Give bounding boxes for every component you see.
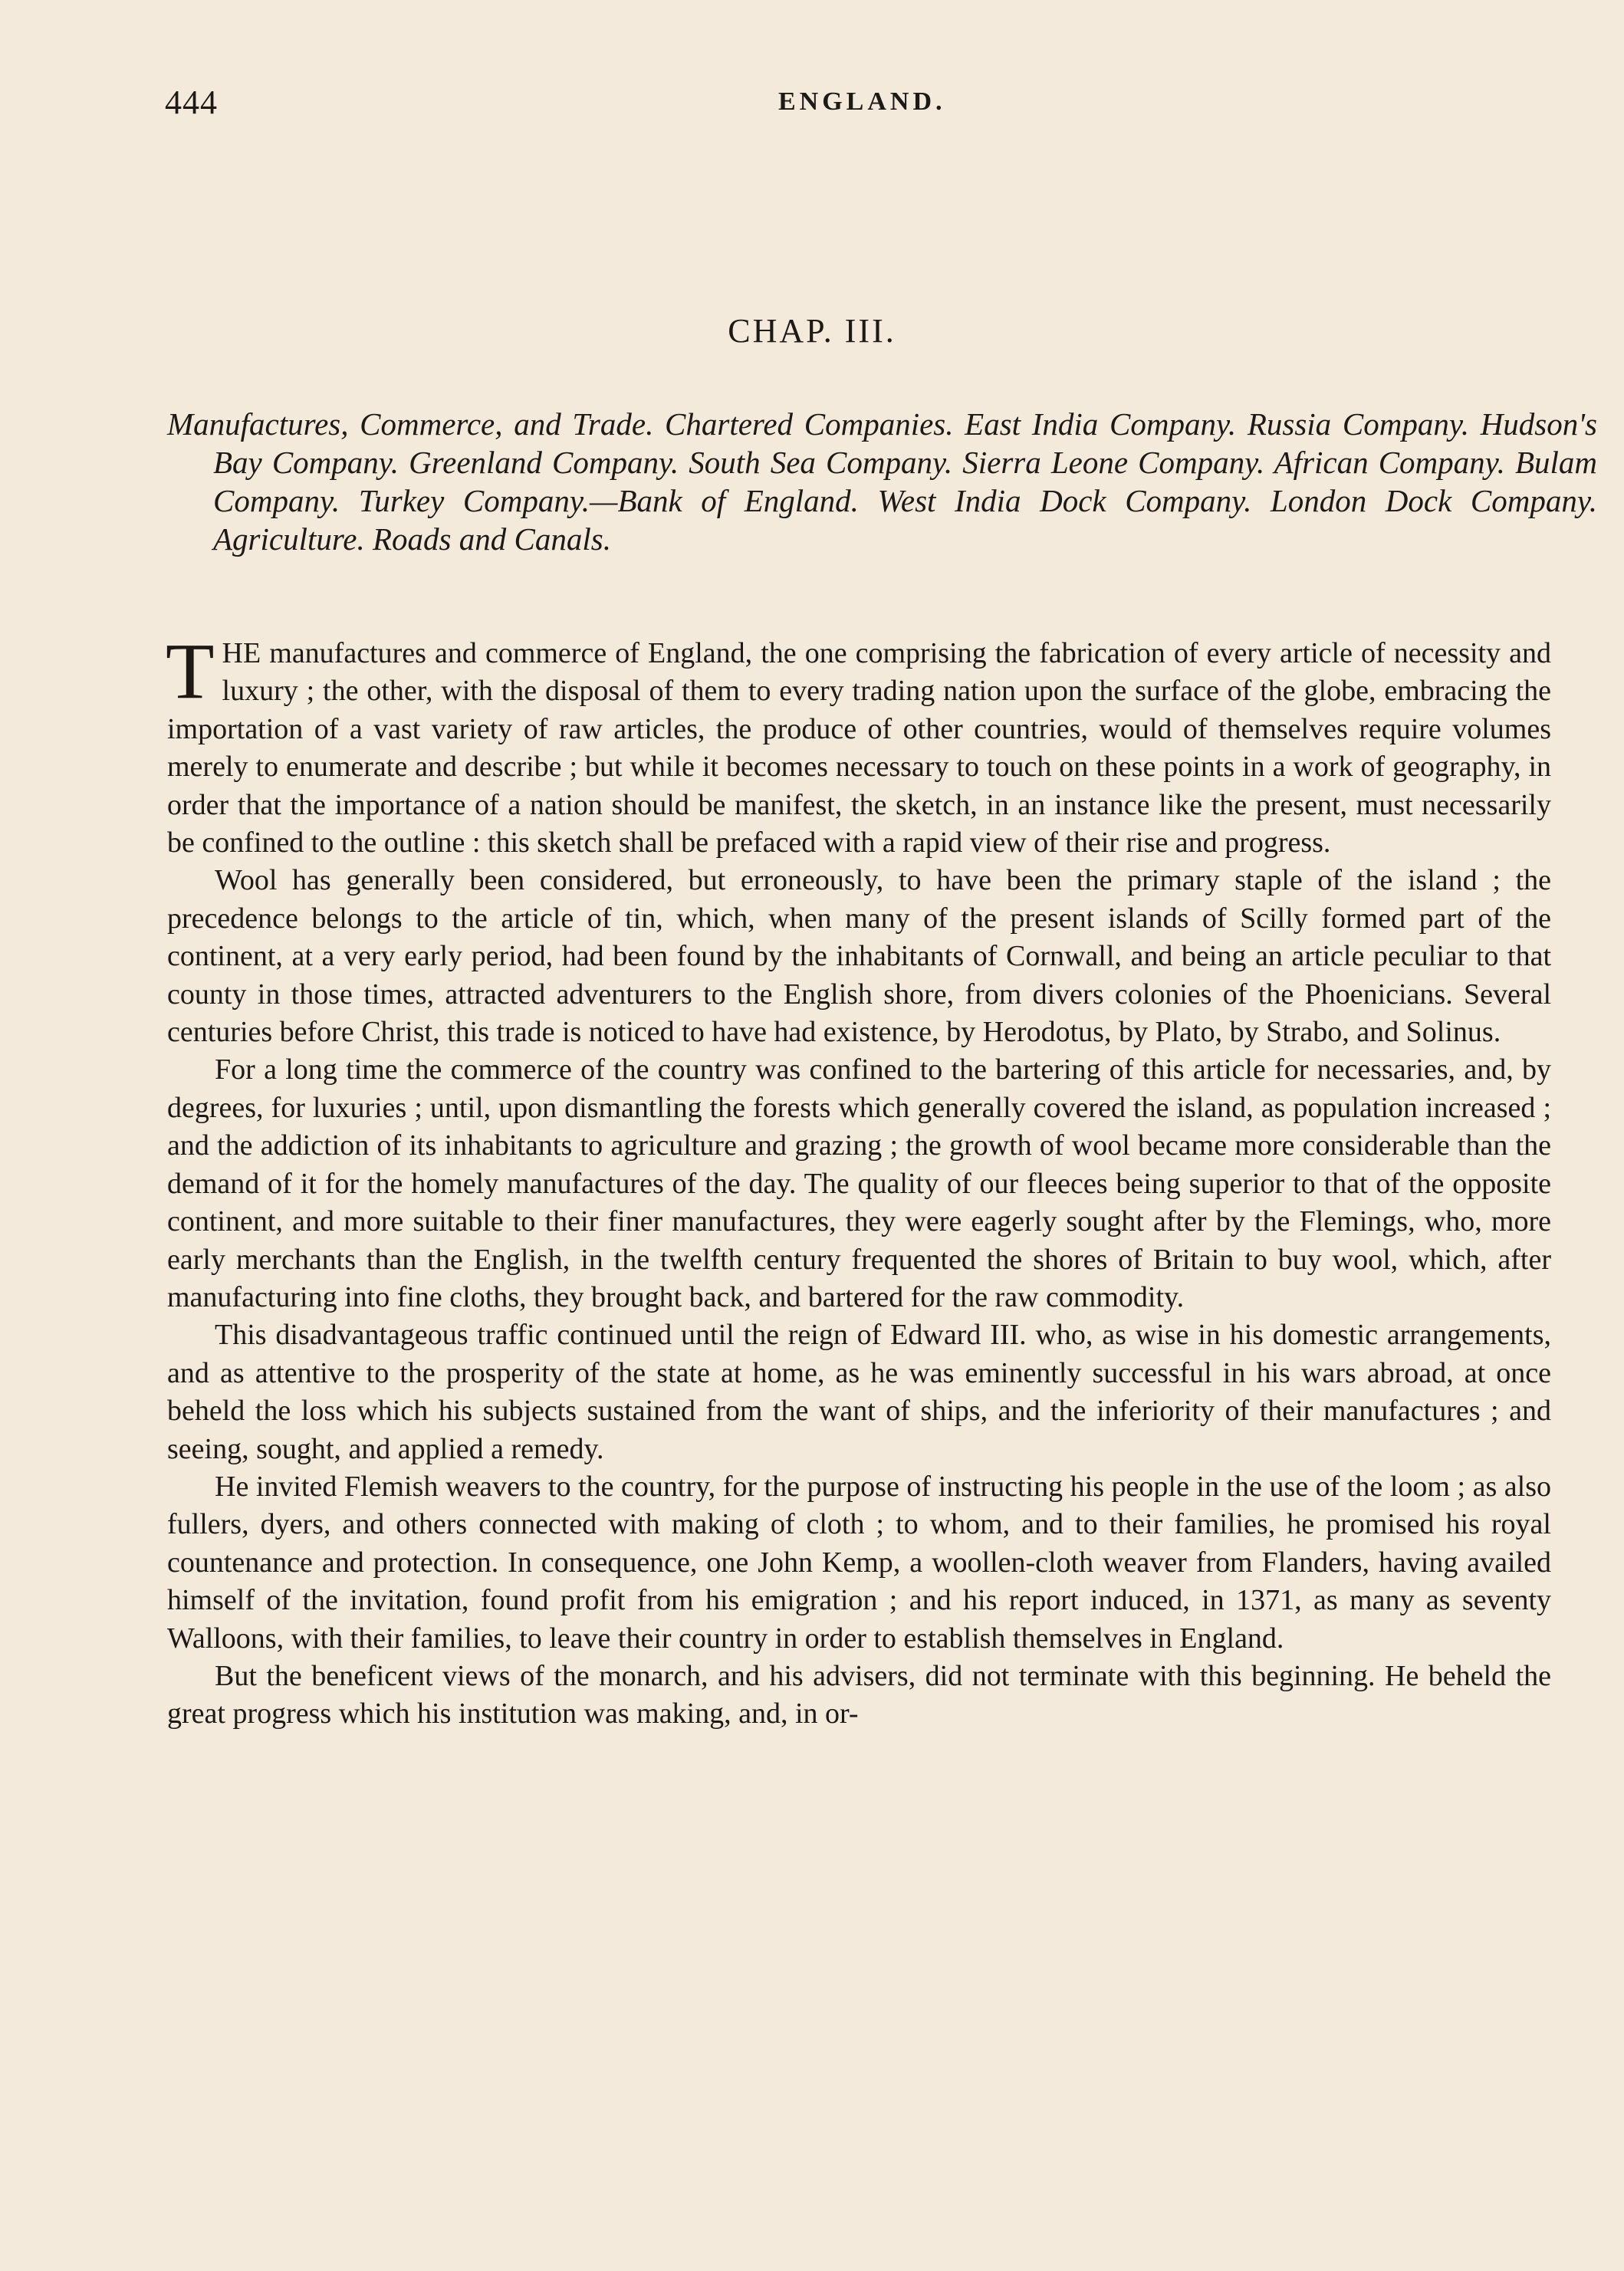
page-number: 444: [165, 84, 218, 121]
running-head: [165, 83, 1532, 129]
drop-cap: T: [166, 627, 215, 715]
paragraph-6: But the beneficent views of the monarch, and his advisers, did not terminate with this beginning. He beheld the great progress which his institution was making, and, in or-: [167, 1659, 1551, 1730]
paragraph-3: For a long time the commerce of the country was confined to the bartering of this article for necessaries, and, by degrees, for luxuries ; until, upon dismantling the forests which generally covered the island, as population increased ; and the addiction of its inhabitants to agriculture and grazing ; the growth of wool became more considerable than the demand of it for the homely manufactures of the day. The quality of our fleeces being superior to that of the opposite continent, and more suitable to their finer manufactures, they were eagerly sought after by the Flemings, who, more early merchants than the English, in the twelfth century frequented the shores of Britain to buy wool, which, after manufacturing into fine cloths, they brought back, and bartered for the raw commodity.: [167, 1053, 1551, 1313]
chapter-summary: Manufactures, Commerce, and Trade. Chartered Companies. East India Company. Russia Company. Hudson's Bay Company. Greenland Company. South Sea Company. Sierra Leone Company. African Company. Bulam Company. Turkey Company.—Bank of England. West India Dock Company. London Dock Company. Agriculture. Roads and Canals.: [167, 406, 1597, 557]
paragraph-5: He invited Flemish weavers to the country, for the purpose of instructing his people in the use of the loom ; as also fullers, dyers, and others connected with making of cloth ; to whom, and to their families, he promised his royal countenance and protection. In consequence, one John Kemp, a woollen-cloth weaver from Flanders, having availed himself of the invitation, found profit from his emigration ; and his report induced, in 1371, as many as seventy Walloons, with their families, to leave their country in order to establish themselves in England.: [167, 1470, 1551, 1655]
paragraph-1-text: HE manufactures and commerce of England, the one comprising the fabrication of every article of necessity and luxury ; the other, with the disposal of them to every trading nation upon the surface of the globe, embracing the importation of a vast variety of raw articles, the produce of other countries, would of themselves require volumes merely to enumerate and describe ; but while it becomes necessary to touch on these points in a work of geography, in order that the importance of a nation should be manifest, the sketch, in an instance like the present, must necessarily be confined to the outline : this sketch shall be prefaced with a rapid view of their rise and progress.: [167, 637, 1551, 859]
chapter-heading: CHAP. III.: [728, 312, 896, 350]
body-text: [166, 627, 1551, 1734]
paragraph-1: [166, 627, 1551, 862]
running-title: ENGLAND.: [778, 87, 946, 116]
paragraph-2: Wool has generally been considered, but erroneously, to have been the primary staple of the island ; the precedence belongs to the article of tin, which, when many of the present islands of Scilly formed part of the continent, at a very early period, had been found by the inhabitants of Cornwall, and being an article peculiar to that county in those times, attracted adventurers to the English shore, from divers colonies of the Phoenicians. Several centuries before Christ, this trade is noticed to have had existence, by Herodotus, by Plato, by Strabo, and Solinus.: [167, 864, 1551, 1049]
paragraph-4: This disadvantageous traffic continued until the reign of Edward III. who, as wise in his domestic arrangements, and as attentive to the prosperity of the state at home, as he was eminently successful in his wars abroad, at once beheld the loss which his subjects sustained from the want of ships, and the inferiority of their manufactures ; and seeing, sought, and applied a remedy.: [167, 1319, 1551, 1465]
